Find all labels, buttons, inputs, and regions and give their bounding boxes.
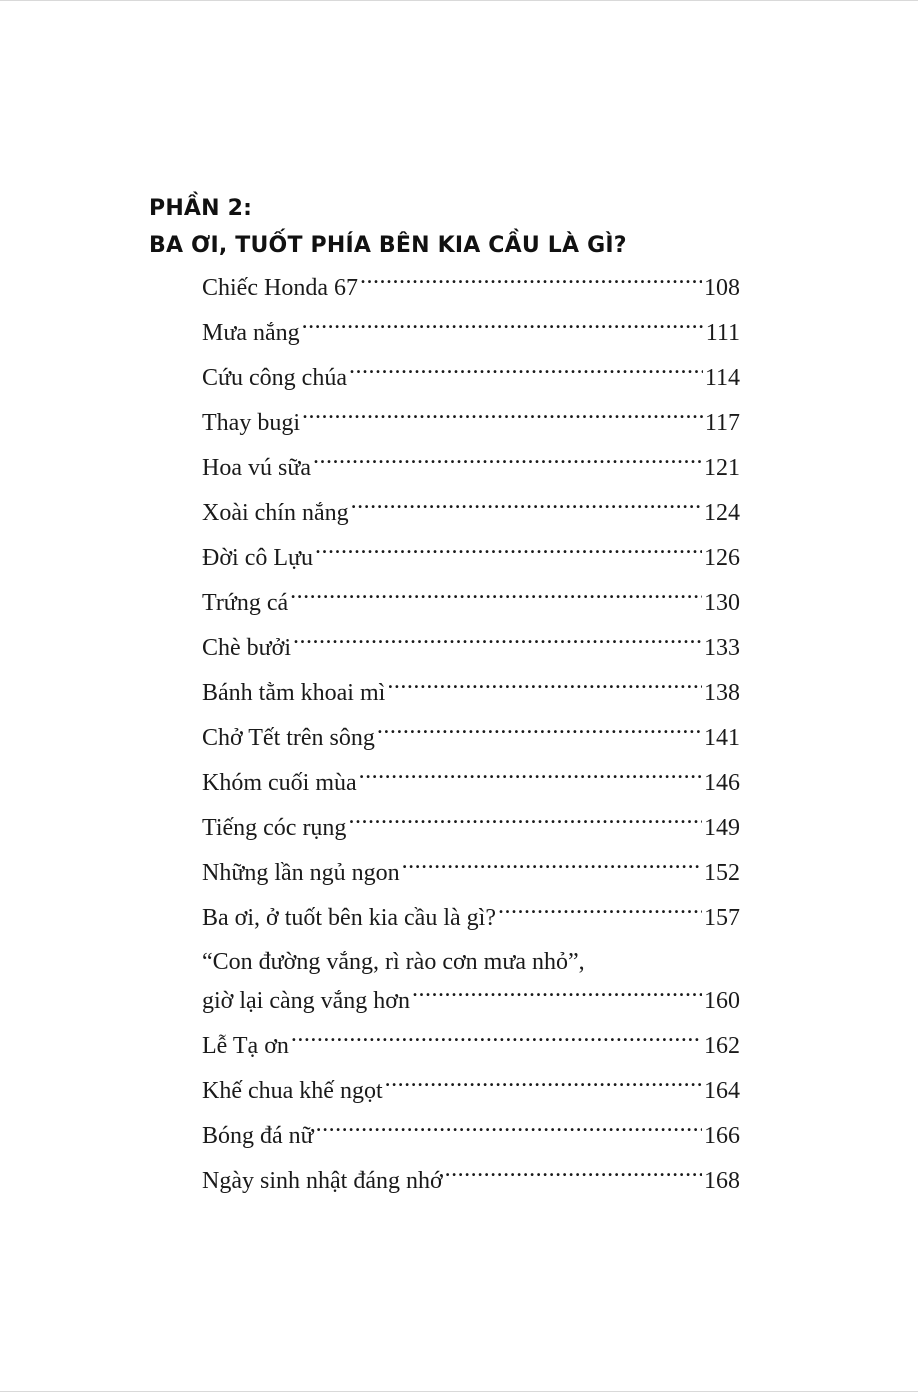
toc-entry-page-number: 162: [704, 1033, 740, 1059]
toc-entry: [202, 313, 740, 358]
dot-leader: [313, 451, 702, 475]
toc-entry-page-number: 124: [704, 500, 740, 526]
toc-entry: [202, 448, 740, 493]
dot-leader: [293, 631, 702, 655]
toc-entry: [202, 628, 740, 673]
dot-leader: [387, 676, 702, 700]
toc-entry: [202, 583, 740, 628]
toc-entry-title: Những lần ngủ ngon: [202, 860, 400, 886]
toc-entry: [202, 1161, 740, 1206]
toc-entry-title: Trứng cá: [202, 590, 289, 616]
toc-entry-title: Xoài chín nắng: [202, 500, 349, 526]
dot-leader: [359, 766, 702, 790]
dot-leader: [351, 496, 702, 520]
toc-entry-title: Chè bưởi: [202, 635, 292, 661]
dot-leader: [348, 811, 702, 835]
toc-entry: [202, 763, 740, 808]
toc-entry-title: Khế chua khế ngọt: [202, 1078, 383, 1104]
toc-entry-title: giờ lại càng vắng hơn: [202, 988, 410, 1014]
toc-entry: [202, 898, 740, 943]
toc-entry-title: Khóm cuối mùa: [202, 770, 357, 796]
dot-leader: [445, 1164, 702, 1188]
toc-entry-page-number: 114: [704, 365, 740, 391]
part-label: PHẦN 2:: [149, 196, 253, 221]
toc-entry-title: Bóng đá nữ: [202, 1123, 314, 1149]
toc-entry-page-number: 164: [704, 1078, 740, 1104]
toc-entry-title: Cứu công chúa: [202, 365, 347, 391]
toc-entry-page-number: 166: [704, 1123, 740, 1149]
section-heading: [149, 190, 627, 264]
toc-entry-page-number: 133: [704, 635, 740, 661]
dot-leader: [291, 1029, 702, 1053]
dot-leader: [302, 406, 703, 430]
toc-entry: [202, 718, 740, 763]
toc-entry: [202, 268, 740, 313]
dot-leader: [349, 361, 703, 385]
dot-leader: [402, 856, 702, 880]
table-of-contents: [202, 268, 740, 1206]
toc-entry-page-number: 141: [704, 725, 740, 751]
toc-entry: [202, 808, 740, 853]
toc-entry-page-number: 130: [704, 590, 740, 616]
toc-entry-title: Đời cô Lựu: [202, 545, 314, 571]
toc-entry: [202, 1026, 740, 1071]
toc-entry-page-number: 157: [704, 905, 740, 931]
dot-leader: [315, 541, 702, 565]
toc-entry-title: Thay bugi: [202, 410, 300, 436]
dot-leader: [316, 1119, 702, 1143]
toc-entry-page-number: 126: [704, 545, 740, 571]
toc-entry: [202, 981, 740, 1026]
toc-entry-page-number: 160: [704, 988, 740, 1014]
toc-entry-title: Lễ Tạ ơn: [202, 1033, 289, 1059]
toc-entry-title: Ba ơi, ở tuốt bên kia cầu là gì?: [202, 905, 496, 931]
toc-entry: [202, 853, 740, 898]
toc-entry-title: Mưa nắng: [202, 320, 300, 346]
toc-entry-page-number: 108: [704, 275, 740, 301]
toc-entry-page-number: 168: [704, 1168, 740, 1194]
toc-entry-title: Bánh tằm khoai mì: [202, 680, 386, 706]
dot-leader: [360, 271, 702, 295]
toc-entry-title: Chiếc Honda 67: [202, 275, 358, 301]
toc-entry-page-number: 152: [704, 860, 740, 886]
toc-entry-page-number: 121: [704, 455, 740, 481]
toc-entry: [202, 358, 740, 403]
part-title: BA ƠI, TUỐT PHÍA BÊN KIA CẦU LÀ GÌ?: [149, 233, 627, 258]
toc-entry: [202, 493, 740, 538]
page-top-border: [0, 0, 918, 1]
dot-leader: [498, 901, 702, 925]
dot-leader: [412, 984, 702, 1008]
toc-entry-title: Chở Tết trên sông: [202, 725, 375, 751]
toc-entry-title-line: “Con đường vắng, rì rào cơn mưa nhỏ”,: [202, 949, 585, 975]
toc-entry: [202, 403, 740, 448]
toc-entry: [202, 673, 740, 718]
toc-entry: [202, 1071, 740, 1116]
dot-leader: [302, 316, 704, 340]
toc-entry-title: Ngày sinh nhật đáng nhớ: [202, 1168, 443, 1194]
toc-entry: [202, 1116, 740, 1161]
dot-leader: [290, 586, 702, 610]
toc-entry: [202, 538, 740, 583]
dot-leader: [385, 1074, 702, 1098]
toc-entry-title: Tiếng cóc rụng: [202, 815, 347, 841]
toc-entry-page-number: 149: [704, 815, 740, 841]
toc-entry-page-number: 111: [705, 320, 740, 346]
toc-entry-title: Hoa vú sữa: [202, 455, 311, 481]
toc-entry-page-number: 117: [704, 410, 740, 436]
dot-leader: [377, 721, 702, 745]
toc-entry-page-number: 146: [704, 770, 740, 796]
page-bottom-border: [0, 1391, 918, 1392]
toc-entry-page-number: 138: [704, 680, 740, 706]
